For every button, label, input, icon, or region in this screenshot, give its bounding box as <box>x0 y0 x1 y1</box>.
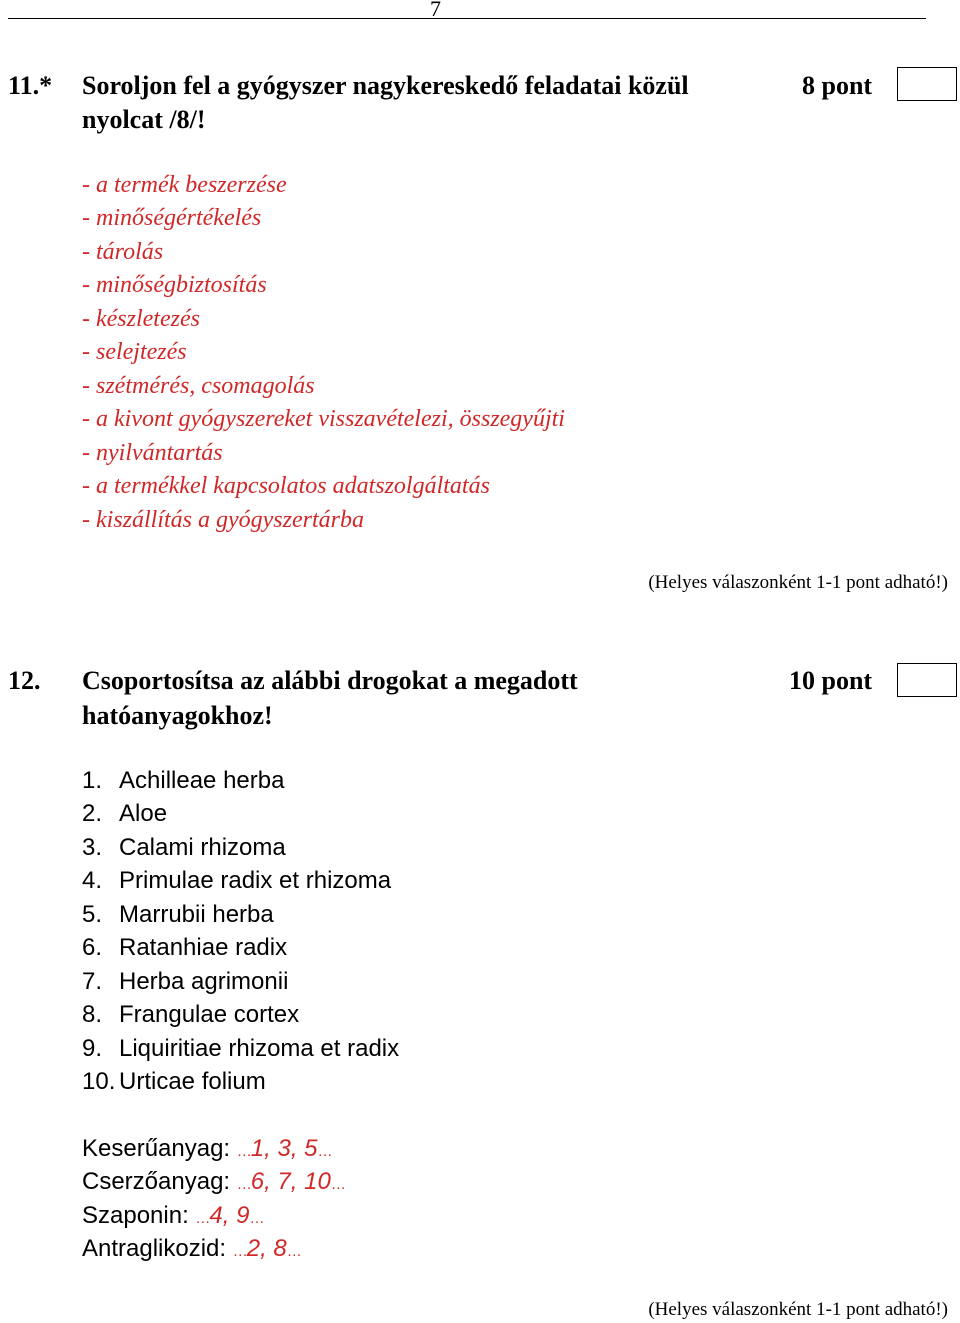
answer-dots: … <box>330 1176 345 1193</box>
q11-score-box[interactable] <box>897 67 957 101</box>
drug-name: Liquiritiae rhizoma et radix <box>119 1035 400 1062</box>
drug-list-item <box>82 1035 399 1063</box>
q12-score-box[interactable] <box>897 663 957 697</box>
drug-list-item <box>82 901 274 929</box>
drug-list-item <box>82 767 284 795</box>
answer-dots: … <box>195 1210 210 1227</box>
category-row <box>82 1235 301 1263</box>
drug-number: 9. <box>82 1035 103 1062</box>
q11-answer-line: - minőségbiztosítás <box>82 272 267 298</box>
q11-number: 11.* <box>8 71 53 100</box>
q11-answer-line: - minőségértékelés <box>82 205 262 231</box>
answer-dots: … <box>249 1210 264 1227</box>
drug-number: 8. <box>82 1001 103 1028</box>
drug-number: 7. <box>82 968 103 995</box>
drug-name: Marrubii herba <box>119 901 274 928</box>
category-row <box>82 1168 345 1196</box>
category-label: Cserzőanyag: <box>82 1168 231 1195</box>
page-number: 7 <box>430 0 441 21</box>
answer-dots: … <box>236 1176 251 1193</box>
drug-list-item <box>82 1068 266 1096</box>
answer-dots: … <box>232 1243 247 1260</box>
q11-answer-line: - a kivont gyógyszereket visszavételezi, összegyűjti <box>82 406 565 432</box>
drug-list-item <box>82 968 288 996</box>
drug-list-item <box>82 834 286 862</box>
drug-list-item <box>82 1001 299 1029</box>
category-label: Keserűanyag: <box>82 1135 231 1162</box>
drug-number: 5. <box>82 901 103 928</box>
q11-answer-line: - kiszállítás a gyógyszertárba <box>82 507 364 533</box>
q12-number: 12. <box>8 666 41 695</box>
q12-scoring-note: (Helyes válaszonként 1-1 pont adható!) <box>648 1299 948 1320</box>
q11-answer-line: - a termékkel kapcsolatos adatszolgáltatás <box>82 473 490 499</box>
q11-scoring-note: (Helyes válaszonként 1-1 pont adható!) <box>648 572 948 593</box>
q12-prompt-line2: hatóanyagokhoz! <box>82 701 273 730</box>
drug-name: Primulae radix et rhizoma <box>119 867 392 894</box>
q12-points: 10 pont <box>789 666 873 695</box>
q11-answer-line: - a termék beszerzése <box>82 172 287 198</box>
category-row <box>82 1135 332 1163</box>
drug-number: 4. <box>82 867 103 894</box>
category-label: Szaponin: <box>82 1202 189 1229</box>
category-answer: 2, 8 <box>246 1235 287 1262</box>
q12-prompt-line1: Csoportosítsa az alábbi drogokat a megadott <box>82 666 578 695</box>
drug-number: 2. <box>82 800 103 827</box>
drug-name: Achilleae herba <box>119 767 285 794</box>
category-answer: 4, 9 <box>209 1202 250 1229</box>
drug-list-item <box>82 934 287 962</box>
answer-dots: … <box>236 1143 251 1160</box>
drug-list-item <box>82 800 167 828</box>
category-row <box>82 1202 263 1230</box>
category-answer: 6, 7, 10 <box>250 1168 331 1195</box>
q11-points: 8 pont <box>802 71 873 100</box>
q11-prompt-line1: Soroljon fel a gyógyszer nagykereskedő feladatai közül <box>82 71 689 100</box>
drug-name: Calami rhizoma <box>119 834 286 861</box>
header-rule <box>8 18 926 19</box>
drug-list-item <box>82 867 391 895</box>
q11-answer-line: - selejtezés <box>82 339 187 365</box>
drug-name: Aloe <box>119 800 168 827</box>
answer-dots: … <box>286 1243 301 1260</box>
drug-number: 6. <box>82 934 103 961</box>
drug-name: Frangulae cortex <box>119 1001 300 1028</box>
q11-answer-line: - tárolás <box>82 239 164 265</box>
drug-number: 10. <box>82 1068 116 1095</box>
q11-prompt-line2: nyolcat /8/! <box>82 105 206 134</box>
q11-answer-line: - készletezés <box>82 306 200 332</box>
drug-name: Herba agrimonii <box>119 968 289 995</box>
answer-dots: … <box>317 1143 332 1160</box>
drug-name: Urticae folium <box>119 1068 266 1095</box>
category-answer: 1, 3, 5 <box>250 1135 318 1162</box>
drug-number: 3. <box>82 834 103 861</box>
drug-name: Ratanhiae radix <box>119 934 288 961</box>
category-label: Antraglikozid: <box>82 1235 227 1262</box>
drug-number: 1. <box>82 767 103 794</box>
q11-answer-line: - nyilvántartás <box>82 440 223 466</box>
q11-answer-line: - szétmérés, csomagolás <box>82 373 315 399</box>
